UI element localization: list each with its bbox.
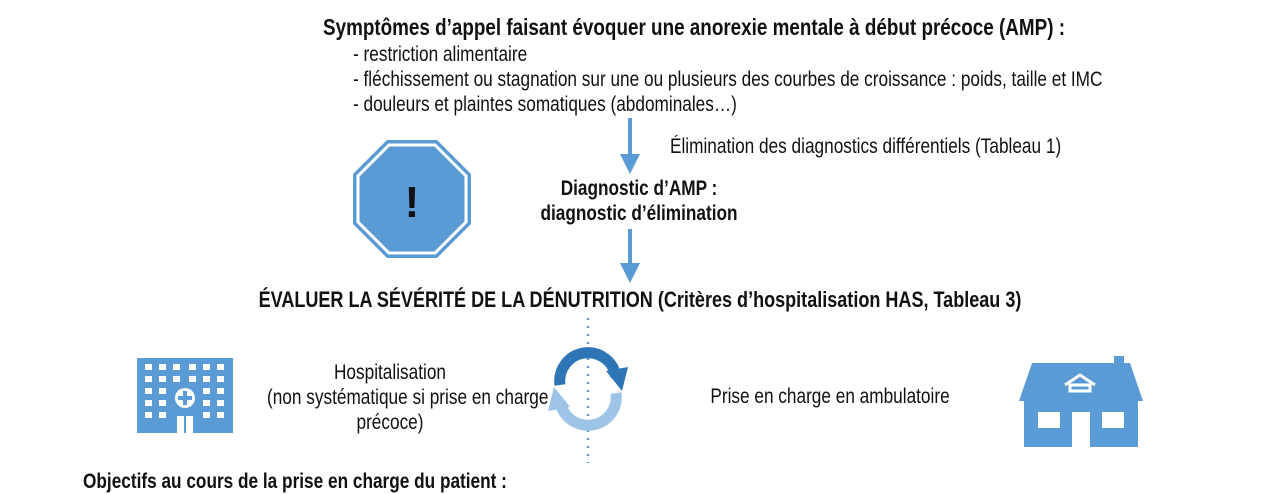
ambulatory-label: Prise en charge en ambulatoire: [710, 385, 950, 408]
diagnosis-title: Diagnostic d’AMP :: [560, 177, 718, 200]
arrow-down-icon: [619, 118, 641, 178]
hospitalisation-label: Hospitalisation: [333, 361, 446, 384]
symptom-item: - restriction alimentaire: [353, 43, 528, 66]
severity-heading: [0, 287, 1280, 313]
refresh-cycle-icon: [546, 347, 630, 431]
elimination-note: Élimination des diagnostics différentiels (Tableau 1): [670, 135, 1062, 158]
symptom-item: - douleurs et plaintes somatiques (abdominales…): [353, 93, 737, 116]
objectives-heading: Objectifs au cours de la prise en charge du patient :: [83, 470, 507, 493]
severity-text: ÉVALUER LA SÉVÉRITÉ DE LA DÉNUTRITION (Critères d’hospitalisation HAS, Tableau 3): [258, 287, 1022, 312]
house-icon: [1018, 355, 1144, 447]
hospitalisation-note: (non systématique si prise en charge: [267, 386, 549, 409]
symptom-list: [353, 42, 1102, 117]
hospitalisation-note-end: précoce): [356, 411, 424, 434]
hospitalisation-option: [240, 360, 549, 435]
symptom-item: - fléchissement ou stagnation sur une ou plusieurs des courbes de croissance : poids, taille et IMC: [353, 68, 1103, 91]
hospital-icon: [137, 358, 233, 433]
diagnosis-box: [489, 176, 789, 226]
ambulatory-option: [680, 385, 980, 409]
stop-sign-icon: [352, 139, 472, 259]
flow-title: Symptômes d’appel faisant évoquer une anorexie mentale à début précoce (AMP) :: [323, 14, 1066, 40]
diagnosis-subtitle: diagnostic d’élimination: [540, 202, 738, 225]
arrow-down-icon: [619, 229, 641, 289]
stop-sign-symbol: !: [404, 178, 420, 227]
